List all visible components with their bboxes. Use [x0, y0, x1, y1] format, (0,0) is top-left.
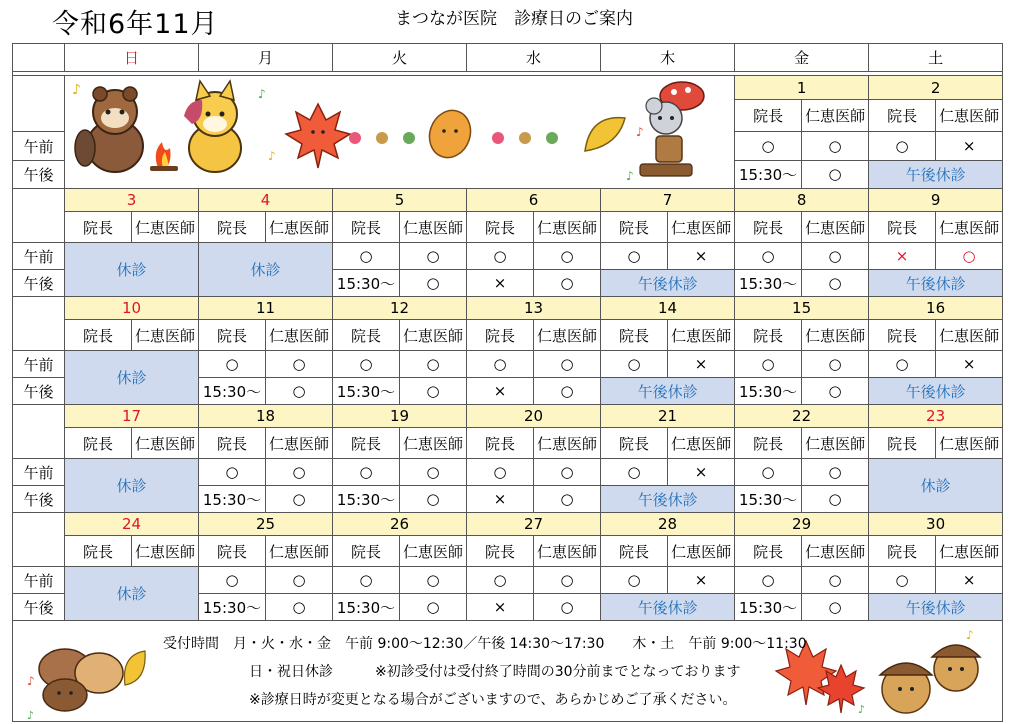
- open-mark: ○: [266, 594, 333, 621]
- doctor-label-row: [13, 320, 1003, 351]
- date-cell: 12: [333, 297, 467, 320]
- page-title: 令和6年11月: [52, 9, 219, 40]
- doctor-label: 仁恵医師: [132, 536, 199, 567]
- doctor-label: 院長: [199, 536, 266, 567]
- date-cell: 7: [601, 189, 735, 212]
- open-mark: ○: [601, 351, 668, 378]
- date-cell: 3: [65, 189, 199, 212]
- doctor-label: 院長: [467, 212, 534, 243]
- doctor-label: 仁恵医師: [802, 536, 869, 567]
- time-mark: 15:30〜: [735, 160, 802, 188]
- schedule-table: [12, 43, 1003, 722]
- open-mark: ○: [802, 486, 869, 513]
- change-notice: ※診療日時が変更となる場合がございますので、あらかじめご了承ください。: [249, 692, 737, 708]
- pm-closed-badge: 午後休診: [601, 486, 735, 513]
- open-mark: ○: [333, 567, 400, 594]
- doctor-label: 院長: [869, 428, 936, 459]
- open-mark: ○: [534, 594, 601, 621]
- open-mark: ○: [735, 351, 802, 378]
- date-cell: 27: [467, 513, 601, 536]
- date-cell: 13: [467, 297, 601, 320]
- svg-text:♪: ♪: [267, 149, 276, 163]
- am-label: 午前: [13, 243, 65, 270]
- date-cell: 10: [65, 297, 199, 320]
- date-cell: 26: [333, 513, 467, 536]
- weekday-sun: 日: [65, 44, 199, 72]
- date-cell: 5: [333, 189, 467, 212]
- open-mark: ○: [534, 567, 601, 594]
- time-mark: 15:30〜: [735, 594, 802, 621]
- doctor-label: 仁恵医師: [802, 212, 869, 243]
- closed-mark: ×: [668, 459, 735, 486]
- open-mark: ○: [802, 270, 869, 297]
- doctor-label: 院長: [601, 212, 668, 243]
- pm-closed-badge: 午後休診: [601, 270, 735, 297]
- am-row: [13, 243, 1003, 270]
- open-mark: ○: [266, 378, 333, 405]
- date-cell: 29: [735, 513, 869, 536]
- date-cell: 25: [199, 513, 333, 536]
- open-mark: ○: [266, 459, 333, 486]
- open-mark: ○: [802, 160, 869, 188]
- time-mark: 15:30〜: [333, 486, 400, 513]
- open-mark: ○: [534, 459, 601, 486]
- pm-label: 午後: [13, 270, 65, 297]
- doctor-label: 仁恵医師: [132, 320, 199, 351]
- open-mark: ○: [802, 378, 869, 405]
- doctor-label: 院長: [467, 428, 534, 459]
- doctor-label: 院長: [65, 428, 132, 459]
- open-mark: ○: [199, 459, 266, 486]
- date-row: [13, 297, 1003, 320]
- date-cell: 15: [735, 297, 869, 320]
- time-mark: 15:30〜: [333, 594, 400, 621]
- pm-closed-badge: 午後休診: [869, 378, 1003, 405]
- holiday-note: 日・祝日休診 ※初診受付は受付終了時間の30分前までとなっております: [249, 664, 741, 680]
- time-mark: 15:30〜: [735, 486, 802, 513]
- open-mark: ○: [869, 567, 936, 594]
- open-mark: ○: [601, 567, 668, 594]
- pm-closed-badge: 午後休診: [869, 594, 1003, 621]
- open-mark: ○: [266, 351, 333, 378]
- doctor-label: 仁恵医師: [266, 212, 333, 243]
- open-mark: ○: [869, 351, 936, 378]
- time-mark: 15:30〜: [333, 378, 400, 405]
- date-cell: 18: [199, 405, 333, 428]
- am-label: 午前: [13, 567, 65, 594]
- open-mark: ○: [735, 567, 802, 594]
- date-cell: 24: [65, 513, 199, 536]
- weekday-sat: 土: [869, 44, 1003, 72]
- doctor-label: 院長: [199, 320, 266, 351]
- doctor-label: 院長: [735, 100, 802, 132]
- doctor-label: 仁恵医師: [266, 320, 333, 351]
- doctor-label: 仁恵医師: [802, 320, 869, 351]
- date-cell: 16: [869, 297, 1003, 320]
- open-mark: ○: [400, 270, 467, 297]
- svg-text:♪: ♪: [257, 87, 266, 101]
- open-mark: ○: [467, 459, 534, 486]
- open-mark: ○: [467, 567, 534, 594]
- open-mark: ○: [333, 243, 400, 270]
- doctor-label: 院長: [601, 320, 668, 351]
- doctor-label: 仁恵医師: [936, 320, 1003, 351]
- open-mark: ○: [534, 378, 601, 405]
- time-mark: 15:30〜: [333, 270, 400, 297]
- date-row: [13, 76, 1003, 100]
- doctor-label: 仁恵医師: [132, 212, 199, 243]
- doctor-label: 仁恵医師: [400, 212, 467, 243]
- closed-mark: ×: [936, 351, 1003, 378]
- doctor-label: 仁恵医師: [400, 320, 467, 351]
- autumn-illustration: [65, 76, 735, 189]
- open-mark: ○: [735, 243, 802, 270]
- mouse-mushroom-icon: [640, 82, 704, 176]
- closed-day-badge: 休診: [65, 459, 199, 513]
- open-mark: ○: [467, 351, 534, 378]
- closed-mark: ×: [668, 567, 735, 594]
- time-mark: 15:30〜: [199, 486, 266, 513]
- pm-label: 午後: [13, 486, 65, 513]
- pm-label: 午後: [13, 160, 65, 188]
- acorn-icon: [880, 645, 980, 713]
- doctor-label: 院長: [869, 100, 936, 132]
- date-cell: 8: [735, 189, 869, 212]
- time-mark: 15:30〜: [735, 378, 802, 405]
- doctor-label: 院長: [869, 320, 936, 351]
- doctor-label: 仁恵医師: [668, 320, 735, 351]
- open-mark: ○: [467, 243, 534, 270]
- weekday-wed: 水: [467, 44, 601, 72]
- open-mark: ○: [802, 567, 869, 594]
- time-mark: 15:30〜: [199, 594, 266, 621]
- doctor-label: 院長: [333, 320, 400, 351]
- doctor-label: 院長: [333, 428, 400, 459]
- weekday-thu: 木: [601, 44, 735, 72]
- doctor-label: 仁恵医師: [802, 428, 869, 459]
- open-mark: ○: [802, 459, 869, 486]
- svg-text:♪: ♪: [635, 125, 644, 139]
- am-row: [13, 351, 1003, 378]
- chestnut-icon: [39, 649, 123, 711]
- autumn-animals-illustration: [70, 76, 730, 184]
- doctor-label: 院長: [735, 536, 802, 567]
- am-label: 午前: [13, 132, 65, 160]
- am-row: [13, 567, 1003, 594]
- open-mark: ○: [266, 567, 333, 594]
- closed-mark: ×: [668, 243, 735, 270]
- ginkgo-leaf-icon: [124, 651, 145, 685]
- doctor-label: 仁恵医師: [400, 536, 467, 567]
- pm-label: 午後: [13, 378, 65, 405]
- open-mark: ○: [534, 243, 601, 270]
- doctor-label: 仁恵医師: [534, 536, 601, 567]
- weekday-fri: 金: [735, 44, 869, 72]
- doctor-label: 院長: [65, 320, 132, 351]
- reception-hours: 受付時間 月・火・水・金 午前 9:00〜12:30／午後 14:30〜17:30 木・土 午前 9:00〜11:30: [163, 636, 807, 652]
- open-mark: ○: [869, 132, 936, 160]
- date-cell: 11: [199, 297, 333, 320]
- maple-leaf-icon: [286, 104, 350, 168]
- open-mark: ○: [400, 594, 467, 621]
- date-cell: 21: [601, 405, 735, 428]
- closed-mark: ×: [467, 594, 534, 621]
- open-mark: ○: [400, 351, 467, 378]
- closed-day-badge: 休診: [869, 459, 1003, 513]
- clinic-subtitle: まつなが医院 診療日のご案内: [395, 9, 633, 29]
- closed-mark-red: ×: [869, 243, 936, 270]
- doctor-label: 院長: [735, 428, 802, 459]
- pm-closed-badge: 午後休診: [601, 378, 735, 405]
- date-row: [13, 405, 1003, 428]
- open-mark: ○: [802, 594, 869, 621]
- open-mark-red: ○: [936, 243, 1003, 270]
- footer-notes: [13, 621, 1003, 722]
- doctor-label: 院長: [333, 212, 400, 243]
- open-mark: ○: [400, 243, 467, 270]
- closed-mark: ×: [467, 270, 534, 297]
- doctor-label: 院長: [869, 536, 936, 567]
- weekday-header-row: [13, 44, 1003, 72]
- svg-text:♪: ♪: [858, 703, 866, 716]
- doctor-label: 仁恵医師: [266, 428, 333, 459]
- date-row: [13, 189, 1003, 212]
- open-mark: ○: [199, 351, 266, 378]
- doctor-label: 仁恵医師: [936, 428, 1003, 459]
- doctor-label: 院長: [199, 428, 266, 459]
- raccoon-icon: [75, 87, 143, 172]
- doctor-label-row: [13, 428, 1003, 459]
- doctor-label: 仁恵医師: [936, 212, 1003, 243]
- weekday-tue: 火: [333, 44, 467, 72]
- doctor-label: 院長: [735, 212, 802, 243]
- open-mark: ○: [735, 459, 802, 486]
- svg-text:♪: ♪: [71, 82, 81, 98]
- am-row: [13, 459, 1003, 486]
- closed-day-badge: 休診: [65, 243, 199, 297]
- date-cell: 20: [467, 405, 601, 428]
- date-cell: 1: [735, 76, 869, 100]
- date-cell: 19: [333, 405, 467, 428]
- date-cell-holiday: 4: [199, 189, 333, 212]
- open-mark: ○: [333, 459, 400, 486]
- open-mark: ○: [400, 459, 467, 486]
- doctor-label: 院長: [601, 536, 668, 567]
- weekday-mon: 月: [199, 44, 333, 72]
- doctor-label-row: [13, 536, 1003, 567]
- fox-icon: [184, 81, 241, 172]
- pm-closed-badge: 午後休診: [869, 160, 1003, 188]
- closed-mark: ×: [936, 567, 1003, 594]
- open-mark: ○: [400, 486, 467, 513]
- svg-text:♪: ♪: [625, 169, 634, 183]
- doctor-label: 院長: [333, 536, 400, 567]
- svg-text:♪: ♪: [27, 674, 35, 688]
- date-cell: 28: [601, 513, 735, 536]
- time-mark: 15:30〜: [735, 270, 802, 297]
- svg-text:♪: ♪: [966, 628, 974, 642]
- doctor-label: 院長: [735, 320, 802, 351]
- open-mark: ○: [266, 486, 333, 513]
- date-cell-holiday: 23: [869, 405, 1003, 428]
- open-mark: ○: [601, 459, 668, 486]
- chestnut-leaf-illustration: [25, 625, 150, 721]
- doctor-label: 仁恵医師: [534, 428, 601, 459]
- doctor-label: 仁恵医師: [936, 536, 1003, 567]
- closed-day-badge: 休診: [65, 351, 199, 405]
- doctor-label: 仁恵医師: [668, 536, 735, 567]
- am-label: 午前: [13, 351, 65, 378]
- doctor-label: 院長: [869, 212, 936, 243]
- doctor-label: 院長: [601, 428, 668, 459]
- open-mark: ○: [802, 351, 869, 378]
- open-mark: ○: [534, 270, 601, 297]
- closed-mark: ×: [467, 486, 534, 513]
- open-mark: ○: [534, 351, 601, 378]
- date-cell: 22: [735, 405, 869, 428]
- doctor-label: 院長: [199, 212, 266, 243]
- date-cell: 14: [601, 297, 735, 320]
- open-mark: ○: [802, 132, 869, 160]
- am-label: 午前: [13, 459, 65, 486]
- doctor-label-row: [13, 212, 1003, 243]
- svg-text:♪: ♪: [27, 709, 35, 721]
- doctor-label: 院長: [65, 536, 132, 567]
- doctor-label: 仁恵医師: [534, 212, 601, 243]
- date-row: [13, 513, 1003, 536]
- yellow-leaf-icon: [585, 118, 625, 151]
- doctor-label: 仁恵医師: [668, 212, 735, 243]
- open-mark: ○: [199, 567, 266, 594]
- open-mark: ○: [802, 243, 869, 270]
- closed-day-badge: 休診: [199, 243, 333, 297]
- closed-day-badge: 休診: [65, 567, 199, 621]
- doctor-label: 仁恵医師: [534, 320, 601, 351]
- doctor-label: 仁恵医師: [668, 428, 735, 459]
- doctor-label: 仁恵医師: [400, 428, 467, 459]
- open-mark: ○: [601, 243, 668, 270]
- doctor-label: 仁恵医師: [266, 536, 333, 567]
- ginkgo-leaf-icon: [423, 105, 477, 164]
- closed-mark: ×: [936, 132, 1003, 160]
- open-mark: ○: [400, 567, 467, 594]
- campfire-icon: [150, 142, 178, 171]
- open-mark: ○: [735, 132, 802, 160]
- corner-cell: [13, 44, 65, 72]
- doctor-label: 仁恵医師: [936, 100, 1003, 132]
- open-mark: ○: [534, 486, 601, 513]
- doctor-label: 院長: [65, 212, 132, 243]
- date-cell: 17: [65, 405, 199, 428]
- doctor-label: 仁恵医師: [132, 428, 199, 459]
- date-cell: 9: [869, 189, 1003, 212]
- time-mark: 15:30〜: [199, 378, 266, 405]
- doctor-label: 院長: [467, 320, 534, 351]
- closed-mark: ×: [467, 378, 534, 405]
- date-cell: 6: [467, 189, 601, 212]
- date-cell: 2: [869, 76, 1003, 100]
- pm-label: 午後: [13, 594, 65, 621]
- doctor-label: 院長: [467, 536, 534, 567]
- date-cell: 30: [869, 513, 1003, 536]
- doctor-label: 仁恵医師: [802, 100, 869, 132]
- open-mark: ○: [333, 351, 400, 378]
- closed-mark: ×: [668, 351, 735, 378]
- pm-closed-badge: 午後休診: [869, 270, 1003, 297]
- pm-closed-badge: 午後休診: [601, 594, 735, 621]
- open-mark: ○: [400, 378, 467, 405]
